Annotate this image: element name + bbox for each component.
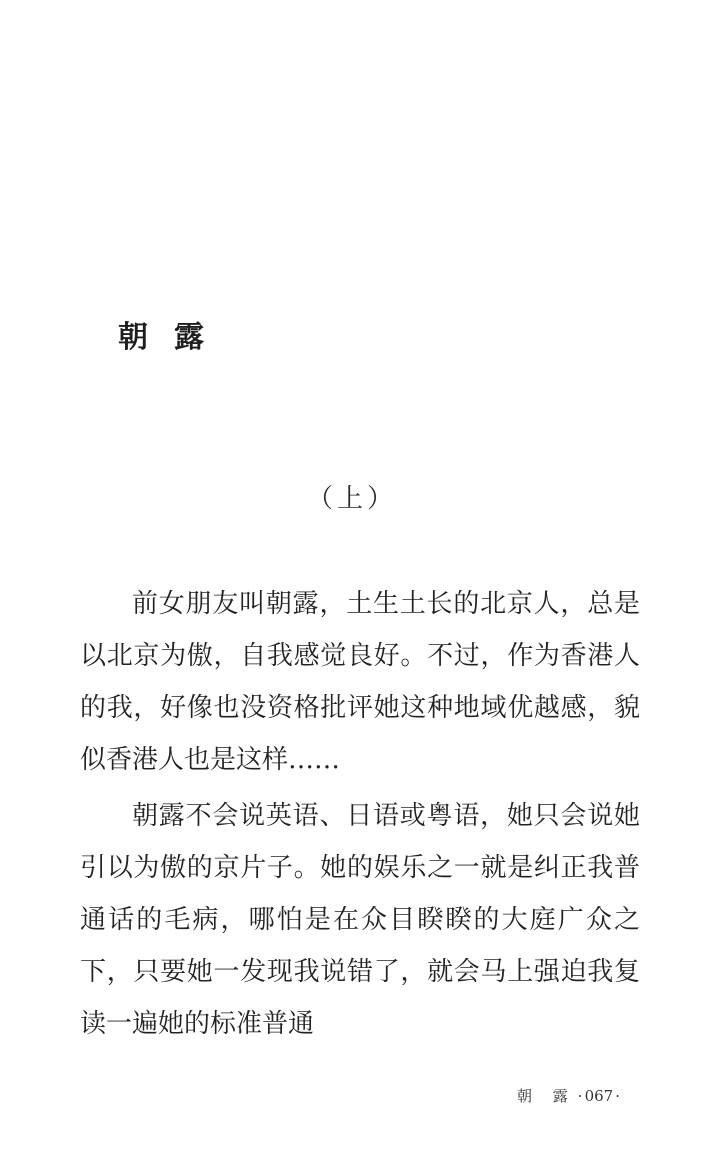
body-text xyxy=(80,578,640,1050)
footer-separator-left: · xyxy=(577,1087,583,1105)
page-number: 067 xyxy=(584,1087,614,1105)
page-footer xyxy=(517,1085,622,1106)
running-title: 朝 露 xyxy=(517,1087,576,1105)
paragraph-1: 前女朋友叫朝露，土生土长的北京人，总是以北京为傲，自我感觉良好。不过，作为香港人的我，好像也没资格批评她这种地域优越感，貌似香港人也是这样…… xyxy=(80,589,640,775)
chapter-title: 朝露 xyxy=(118,320,230,355)
footer-separator-right: · xyxy=(615,1087,620,1105)
section-heading: （上） xyxy=(306,484,397,514)
paragraph-2: 朝露不会说英语、日语或粤语，她只会说她引以为傲的京片子。她的娱乐之一就是纠正我普通话的毛病，哪怕是在众目睽睽的大庭广众之下，只要她一发现我说错了，就会马上强迫我复读一遍她的标准普通 xyxy=(80,801,640,1039)
